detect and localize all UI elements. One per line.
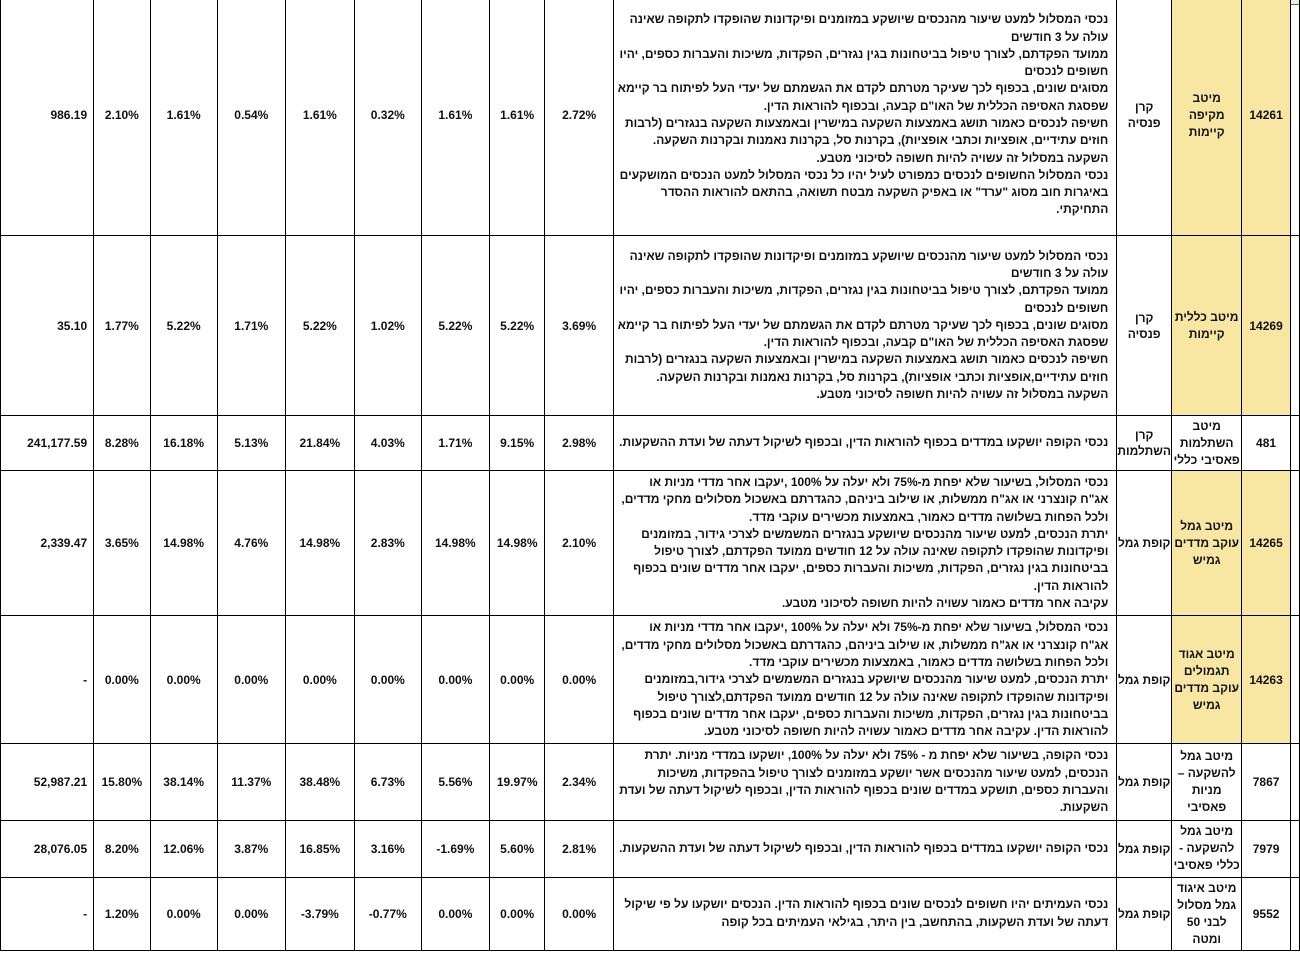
table-row — [1, 877, 1300, 950]
description-line: נכסי הקופה יושקעו במדדים בכפוף להוראות הדין, ובכפוף לשיקול דעתה של ועדת ההשקעות. — [619, 840, 1109, 855]
return-value-cell[interactable]: 1.61% — [285, 0, 354, 236]
track-name-cell[interactable]: מיטב גמל עוקב מדדים גמיש — [1172, 471, 1242, 616]
fund-type-cell[interactable]: קרן פנסיה — [1117, 236, 1172, 416]
return-value-cell[interactable]: 38.48% — [285, 744, 354, 820]
return-value-cell[interactable]: 4.76% — [217, 471, 285, 616]
fund-type-cell[interactable]: קופת גמל — [1117, 744, 1172, 820]
return-value-cell[interactable]: 0.00% — [489, 616, 545, 744]
empty-cell — [1290, 236, 1299, 416]
return-value-cell[interactable]: 3.16% — [354, 820, 421, 877]
return-value-cell[interactable]: 0.00% — [545, 616, 613, 744]
track-code-cell[interactable]: 481 — [1242, 416, 1290, 471]
return-value-cell[interactable]: 16.85% — [285, 820, 354, 877]
track-name-cell[interactable]: מיטב גמל להשקעה – מניות פאסיבי — [1172, 744, 1242, 820]
return-value-cell[interactable]: 0.00% — [421, 616, 489, 744]
return-value-cell[interactable]: 0.32% — [354, 0, 421, 236]
track-description-cell[interactable] — [613, 877, 1117, 950]
track-code-cell[interactable]: 7867 — [1242, 744, 1290, 820]
return-value-cell[interactable]: 1.61% — [421, 0, 489, 236]
return-value-cell[interactable]: 5.22% — [489, 236, 545, 416]
table-row — [1, 471, 1300, 616]
return-value-cell[interactable]: 5.22% — [421, 236, 489, 416]
empty-cell — [1290, 616, 1299, 744]
return-value-cell[interactable]: -0.77% — [354, 877, 421, 950]
return-value-cell[interactable]: 1.61% — [489, 0, 545, 236]
return-value-cell[interactable]: 19.97% — [489, 744, 545, 820]
track-code-cell[interactable]: 14261 — [1242, 0, 1290, 236]
return-value-cell[interactable]: 8.20% — [94, 820, 150, 877]
return-value-cell[interactable]: 6.73% — [354, 744, 421, 820]
description-line: להוראות הדין. עקיבה אחר מדדים כאמור עשויה להיות חשופה לסיכוני מטבע. — [703, 724, 1109, 739]
track-name-cell[interactable]: מיטב השתלמות פאסיבי כללי — [1172, 416, 1242, 471]
description-line: מסוגים שונים, בכפוף לכך שעיקר מטרתם לקדם את הגשמתם של יעדי העל לפיתוח בר קיימא — [617, 317, 1109, 332]
empty-cell — [1290, 820, 1299, 877]
description-line: נכסי המסלול החשופים לנכסים כמפורט לעיל יהיו כל נכסי המסלול למעט הנכסים המושקעים — [619, 167, 1109, 182]
description-line: נכסי העמיתים יהיו חשופים לנכסים שונים בכפוף להוראות הדין. הנכסים יושקעו על פי שיקול — [624, 897, 1109, 912]
return-value-cell[interactable]: 0.00% — [421, 877, 489, 950]
track-code-cell[interactable]: 9552 — [1242, 877, 1290, 950]
empty-cell — [1290, 471, 1299, 616]
return-value-cell[interactable]: 1.77% — [94, 236, 150, 416]
description-line: בביטחונות בגין נגזרים, הפקדות, משיכות והעברות כספים, יעקבו אחר מדדים שונים בכפוף — [633, 706, 1109, 721]
description-line: נכסי הקופה יושקעו במדדים בכפוף להוראות הדין, ובכפוף לשיקול דעתה של ועדת ההשקעות. — [619, 435, 1109, 450]
return-value-cell[interactable]: 1.02% — [354, 236, 421, 416]
description-line: ופיקדונות שהופקדו לתקופה שאינה עולה על 12 חודשים ממועד הפקדתם, לצורך טיפול — [654, 544, 1109, 559]
return-value-cell[interactable]: 0.00% — [94, 616, 150, 744]
return-value-cell[interactable]: 5.22% — [150, 236, 217, 416]
description-line: נכסי המסלול, בשיעור שלא יפחת מ-75% ולא יעלה על 100% ,יעקבו אחר מדדי מניות או — [649, 620, 1109, 635]
fund-type-cell[interactable]: קופת גמל — [1117, 820, 1172, 877]
assets-value-cell[interactable]: 52,987.21 — [1, 744, 94, 820]
description-line: חשיפה לנכסים כאמור תושג באמצעות השקעה במישרין ובאמצעות השקעה בנגזרים (לרבות — [624, 352, 1109, 367]
description-line: נכסי הקופה, בשיעור שלא יפחת מ - 75% ולא יעלה על 100%, יושקעו במדדי מניות. יתרת — [644, 748, 1109, 763]
description-line: עולה על 3 חודשים — [1010, 29, 1109, 44]
description-line: יתרת הנכסים, למעט שיעור מהנכסים שיושקע בנגזרים המשמשים לצרכי גידור,במזומנים — [644, 672, 1109, 687]
description-line: התחיקתי. — [1056, 202, 1109, 217]
description-line: שפסגת האסיפה הכללית של האו"ם קבעה, ובכפוף להוראות הדין. — [763, 335, 1109, 350]
description-line: ופיקדונות שהופקדו לתקופה שאינה עולה על 12 חודשים ממועד הפקדתם,לצורך טיפול — [657, 689, 1109, 704]
fund-type-cell[interactable]: קופת גמל — [1117, 471, 1172, 616]
return-value-cell[interactable]: 3.65% — [94, 471, 150, 616]
table-row — [1, 616, 1300, 744]
return-value-cell[interactable]: -3.79% — [285, 877, 354, 950]
description-line: השקעות. — [1059, 800, 1109, 815]
return-value-cell[interactable]: 5.60% — [489, 820, 545, 877]
return-value-cell[interactable]: 0.00% — [489, 877, 545, 950]
return-value-cell[interactable]: 1.61% — [150, 0, 217, 236]
return-value-cell[interactable]: 0.00% — [217, 877, 285, 950]
track-name-cell[interactable]: מיטב אגוד תגמולים עוקב מדדים גמיש — [1172, 616, 1242, 744]
fund-type-cell[interactable]: קרן פנסיה — [1117, 0, 1172, 236]
description-line: מסוגים שונים, בכפוף לכך שעיקר מטרתם לקדם את הגשמתם של יעדי העל לפיתוח בר קיימא — [617, 81, 1109, 96]
return-value-cell[interactable]: 2.72% — [545, 0, 613, 236]
assets-value-cell[interactable]: - — [1, 616, 94, 744]
description-line: חוזים עתידיים, אופציות וכתבי אופציות), בקרנות סל, בקרנות נאמנות ובקרנות השקעה. — [652, 133, 1109, 148]
track-name-cell[interactable]: מיטב גמל להשקעה - כללי פאסיבי — [1172, 820, 1242, 877]
table-row — [1, 744, 1300, 820]
description-line: נכסי המסלול, בשיעור שלא יפחת מ-75% ולא יעלה על 100% ,יעקבו אחר מדדי מניות או — [649, 475, 1109, 489]
return-value-cell[interactable]: 2.83% — [354, 471, 421, 616]
track-code-cell[interactable]: 14265 — [1242, 471, 1290, 616]
track-description-cell[interactable] — [613, 744, 1117, 820]
track-code-cell[interactable]: 14263 — [1242, 616, 1290, 744]
description-line: נכסי המסלול למעט שיעור מהנכסים שיושקע במזומנים ופיקדונות שהופקדו לתקופה שאינה — [629, 248, 1109, 263]
empty-cell — [1290, 877, 1299, 950]
description-line: דעתה של ועדת השקעות, בהתחשב, בין היתר, בגילאי העמיתים בכל קופה — [721, 914, 1109, 929]
description-line: השקעה במסלול זה עשויה להיות חשופה לסיכוני מטבע. — [816, 150, 1109, 165]
assets-value-cell[interactable]: 35.10 — [1, 236, 94, 416]
return-value-cell[interactable]: 3.69% — [545, 236, 613, 416]
return-value-cell[interactable]: 1.71% — [217, 236, 285, 416]
return-value-cell[interactable]: 0.00% — [150, 877, 217, 950]
track-name-cell[interactable]: מיטב כללית קיימות — [1172, 236, 1242, 416]
track-description-cell[interactable] — [613, 471, 1117, 616]
description-line: חשיפה לנכסים כאמור תושג באמצעות השקעה במישרין ובאמצעות השקעה בנגזרים (לרבות — [624, 116, 1109, 130]
return-value-cell[interactable]: 2.10% — [94, 0, 150, 236]
description-line: אג"ח קונצרני או אג"ח ממשלות, או שילוב ביניהם, כהגדרתם באשכול מסלולים מחקי מדדים, — [621, 637, 1109, 652]
empty-cell — [1290, 744, 1299, 820]
fund-type-cell[interactable]: קופת גמל — [1117, 877, 1172, 950]
description-line: ולכל הפחות בשלושה מדדים כאמור, באמצעות מכשירים עוקבי מדד. — [749, 654, 1109, 669]
empty-cell — [1290, 416, 1299, 471]
empty-cell — [1290, 0, 1299, 236]
return-value-cell[interactable]: 16.18% — [150, 416, 217, 471]
table-row — [1, 0, 1300, 236]
description-line: חשופים לנכסים — [1024, 64, 1109, 79]
return-value-cell[interactable]: 0.00% — [354, 616, 421, 744]
return-value-cell[interactable]: 5.13% — [217, 416, 285, 471]
return-value-cell[interactable]: 2.34% — [545, 744, 613, 820]
return-value-cell[interactable]: 5.22% — [285, 236, 354, 416]
track-name-cell[interactable]: מיטב איגוד גמל מסלול לבני 50 ומטה — [1172, 877, 1242, 950]
description-line: ממועד הפקדתם, לצורך טיפול בביטחונות בגין נגזרים, הפקדות, משיכות והעברות כספים, יהיו — [619, 46, 1109, 61]
description-line: עקיבה אחר מדדים כאמור עשויה להיות חשופה לסיכוני מטבע. — [781, 596, 1109, 611]
table-row — [1, 236, 1300, 416]
track-code-cell[interactable]: 14269 — [1242, 236, 1290, 416]
return-value-cell[interactable]: 38.14% — [150, 744, 217, 820]
description-line: הנכסים, למעט שיעור מהנכסים אשר יושקע במזומנים לצורך טיפול בהפקדות, משיכות — [657, 765, 1109, 780]
description-line: נכסי המסלול למעט שיעור מהנכסים שיושקע במזומנים ופיקדונות שהופקדו לתקופה שאינה — [629, 12, 1109, 27]
return-value-cell[interactable]: 9.15% — [489, 416, 545, 471]
fund-type-cell[interactable]: קרן השתלמות — [1117, 416, 1172, 471]
description-line: ממועד הפקדתם, לצורך טיפול בביטחונות בגין נגזרים, הפקדות, משיכות והעברות כספים, יהיו — [619, 283, 1109, 298]
return-value-cell[interactable]: 2.81% — [545, 820, 613, 877]
assets-value-cell[interactable]: 2,339.47 — [1, 471, 94, 616]
track-description-cell[interactable] — [613, 416, 1117, 471]
description-line: באיגרות חוב מסוג "ערד" או באפיק השקעה מבטח תשואה, בהתאם להוראות ההסדר — [660, 185, 1109, 200]
description-line: יתרת הנכסים, למעט שיעור מהנכסים שיושקע בנגזרים המשמשים לצרכי גידור, במזומנים — [641, 526, 1109, 541]
assets-value-cell[interactable]: 28,076.05 — [1, 820, 94, 877]
return-value-cell[interactable]: 0.00% — [217, 616, 285, 744]
description-line: עולה על 3 חודשים — [1010, 265, 1109, 280]
return-value-cell[interactable]: 8.28% — [94, 416, 150, 471]
return-value-cell[interactable]: 14.98% — [150, 471, 217, 616]
track-description-cell[interactable] — [613, 236, 1117, 416]
description-line: חוזים עתידיים,אופציות וכתבי אופציות), בקרנות סל, בקרנות נאמנות ובקרנות השקעה. — [656, 369, 1109, 384]
return-value-cell[interactable]: 15.80% — [94, 744, 150, 820]
fund-type-cell[interactable]: קופת גמל — [1117, 616, 1172, 744]
return-value-cell[interactable]: 21.84% — [285, 416, 354, 471]
return-value-cell[interactable]: 0.54% — [217, 0, 285, 236]
return-value-cell[interactable]: 2.98% — [545, 416, 613, 471]
description-line: בביטחונות בגין נגזרים, הפקדות, משיכות והעברות כספים, יעקבו אחר מדדים שונים בכפוף — [633, 561, 1109, 576]
description-line: והעברות כספים, תושקע במדדים שונים בכפוף להוראות הדין, ובכפוף לשיקול דעתה של ועדת — [619, 783, 1109, 798]
return-value-cell[interactable]: 3.87% — [217, 820, 285, 877]
return-value-cell[interactable]: 4.03% — [354, 416, 421, 471]
return-value-cell[interactable]: 0.00% — [150, 616, 217, 744]
track-description-cell[interactable] — [613, 0, 1117, 236]
description-line: להוראות הדין. — [1033, 578, 1109, 593]
return-value-cell[interactable]: 14.98% — [489, 471, 545, 616]
return-value-cell[interactable]: 5.56% — [421, 744, 489, 820]
return-value-cell[interactable]: -1.69% — [421, 820, 489, 877]
track-description-cell[interactable] — [613, 820, 1117, 877]
return-value-cell[interactable]: 11.37% — [217, 744, 285, 820]
assets-value-cell[interactable]: 986.19 — [1, 0, 94, 236]
return-value-cell[interactable]: 2.10% — [545, 471, 613, 616]
description-line: שפסגת האסיפה הכללית של האו"ם קבעה, ובכפוף להוראות הדין. — [763, 98, 1109, 113]
description-line: חשופים לנכסים — [1024, 300, 1109, 315]
track-code-cell[interactable]: 7979 — [1242, 820, 1290, 877]
return-value-cell[interactable]: 0.00% — [545, 877, 613, 950]
table-row — [1, 416, 1300, 471]
assets-value-cell[interactable]: - — [1, 877, 94, 950]
table-row — [1, 820, 1300, 877]
assets-value-cell[interactable]: 241,177.59 — [1, 416, 94, 471]
description-line: השקעה במסלול זה עשויה להיות חשופה לסיכוני מטבע. — [816, 387, 1109, 402]
return-value-cell[interactable]: 1.71% — [421, 416, 489, 471]
return-value-cell[interactable]: 1.20% — [94, 877, 150, 950]
track-description-cell[interactable] — [613, 616, 1117, 744]
track-name-cell[interactable]: מיטב מקיפה קיימות — [1172, 0, 1242, 236]
description-line: אג"ח קונצרני או אג"ח ממשלות, או שילוב ביניהם, כהגדרתם באשכול מסלולים מחקי מדדים, — [621, 492, 1109, 507]
return-value-cell[interactable]: 12.06% — [150, 820, 217, 877]
return-value-cell[interactable]: 0.00% — [285, 616, 354, 744]
return-value-cell[interactable]: 14.98% — [421, 471, 489, 616]
return-value-cell[interactable]: 14.98% — [285, 471, 354, 616]
description-line: ולכל הפחות בשלושה מדדים כאמור, באמצעות מכשירים עוקבי מדד. — [749, 509, 1109, 524]
